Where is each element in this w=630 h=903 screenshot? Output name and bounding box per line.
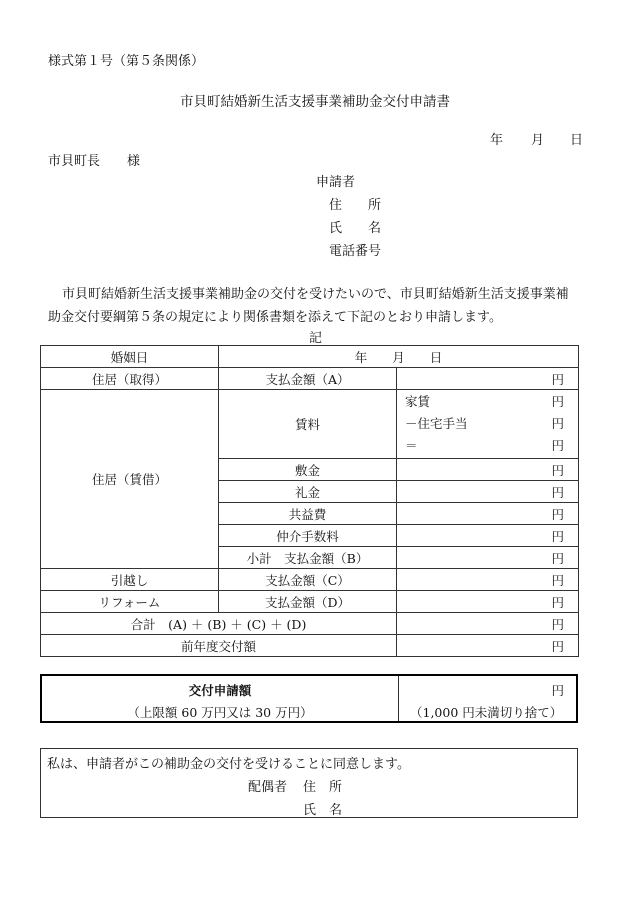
table-row	[41, 569, 579, 591]
table-row	[41, 390, 579, 459]
request-amount-field[interactable]: 円	[551, 683, 564, 698]
yen-unit: 円	[551, 394, 565, 409]
rent-line-label: 家賃	[405, 394, 431, 409]
rent-line-label: ＝	[405, 438, 418, 453]
key-money-label: 礼金	[219, 481, 397, 503]
deposit-label: 敷金	[219, 459, 397, 481]
yen-unit: 円	[551, 438, 565, 453]
rent-field[interactable]	[397, 390, 579, 459]
body-text-line-2: 助金交付要綱第５条の規定により関係書類を添えて下記のとおり申請します。	[48, 310, 502, 325]
marriage-date-field[interactable]: 年 月 日	[219, 346, 579, 368]
payment-d-label: 支払金額（D）	[219, 591, 397, 613]
spouse-name-label: 氏 名	[303, 803, 343, 818]
key-money-field[interactable]: 円	[397, 481, 579, 503]
spouse-consent-box	[40, 748, 578, 818]
applicant-label: 申請者	[316, 175, 356, 190]
addressee-honorific: 様	[127, 154, 141, 169]
applicant-address-label: 住 所	[329, 198, 382, 213]
request-limit-note: （上限額 60 万円又は 30 万円）	[127, 705, 313, 720]
table-row	[41, 346, 579, 368]
subtotal-b-label: 小計 支払金額（B）	[219, 547, 397, 569]
request-divider	[398, 676, 399, 721]
table-row	[41, 613, 579, 635]
consent-text: 私は、申請者がこの補助金の交付を受けることに同意します。	[47, 757, 410, 772]
payment-d-field[interactable]: 円	[397, 591, 579, 613]
reform-label: リフォーム	[41, 591, 219, 613]
page-title: 市貝町結婚新生活支援事業補助金交付申請書	[180, 94, 450, 110]
date-year-label: 年	[490, 133, 504, 148]
previous-year-label: 前年度交付額	[41, 635, 397, 657]
rent-line	[405, 435, 564, 457]
payment-a-label: 支払金額（A）	[219, 368, 397, 390]
payment-c-label: 支払金額（C）	[219, 569, 397, 591]
brokerage-label: 仲介手数料	[219, 525, 397, 547]
body-text-line-1: 市貝町結婚新生活支援事業補助金の交付を受けたいので、市貝町結婚新生活支援事業補	[62, 287, 569, 302]
table-row	[41, 591, 579, 613]
yen-unit: 円	[551, 416, 565, 431]
spouse-label: 配偶者	[248, 780, 288, 795]
brokerage-field[interactable]: 円	[397, 525, 579, 547]
addressee: 市貝町長	[48, 154, 101, 169]
moving-label: 引越し	[41, 569, 219, 591]
subtotal-b-field[interactable]: 円	[397, 547, 579, 569]
housing-acquire-label: 住居（取得）	[41, 368, 219, 390]
table-row	[41, 635, 579, 657]
rent-line-label: －住宅手当	[405, 416, 468, 431]
application-table	[40, 345, 579, 657]
date-month-label: 月	[531, 133, 545, 148]
applicant-phone-label: 電話番号	[329, 244, 382, 259]
request-rounding-note: （1,000 円未満切り捨て）	[410, 705, 563, 720]
date-day-label: 日	[570, 133, 584, 148]
spouse-address-label: 住 所	[303, 780, 343, 795]
deposit-field[interactable]: 円	[397, 459, 579, 481]
applicant-name-label: 氏 名	[329, 221, 382, 236]
total-label: 合計 (A) ＋ (B) ＋ (C) ＋ (D)	[41, 613, 397, 635]
request-amount-label: 交付申請額	[188, 683, 252, 698]
form-number: 様式第１号（第５条関係）	[48, 54, 205, 69]
common-fee-label: 共益費	[219, 503, 397, 525]
common-fee-field[interactable]: 円	[397, 503, 579, 525]
housing-rent-label: 住居（賃借）	[41, 390, 219, 569]
rent-line	[405, 413, 564, 435]
rent-line	[405, 391, 564, 413]
table-row	[41, 368, 579, 390]
ki-label: 記	[309, 331, 323, 346]
marriage-date-label: 婚姻日	[41, 346, 219, 368]
rent-label: 賃料	[219, 390, 397, 459]
total-field[interactable]: 円	[397, 613, 579, 635]
request-amount-box	[40, 674, 578, 723]
payment-a-field[interactable]: 円	[397, 368, 579, 390]
payment-c-field[interactable]: 円	[397, 569, 579, 591]
previous-year-field[interactable]: 円	[397, 635, 579, 657]
